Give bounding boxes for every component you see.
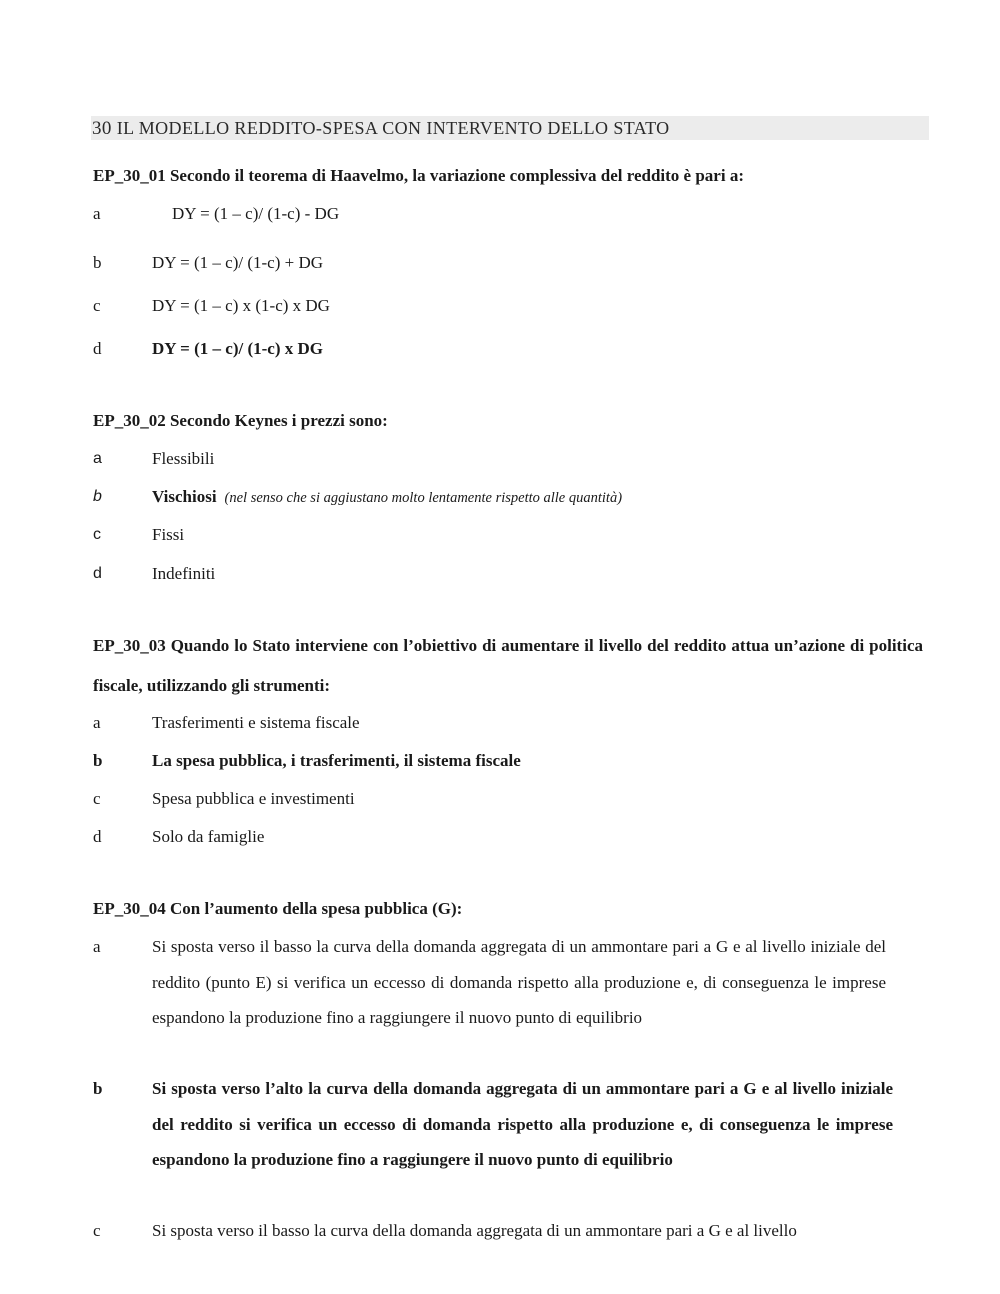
answer-letter-d: d bbox=[93, 565, 102, 582]
question-ep-30-01: EP_30_01 Secondo il teorema di Haavelmo, la variazione complessiva del reddito è pari a: bbox=[93, 166, 744, 185]
answer-text-a: Flessibili bbox=[152, 449, 215, 468]
answer-text-d: Indefiniti bbox=[152, 564, 216, 583]
question-ep-30-03: EP_30_03 Quando lo Stato interviene con l’obiettivo di aumentare il livello del reddito attua un’azione di politica fiscale, utilizzando gli strumenti: bbox=[93, 636, 923, 695]
answer-text: Vischiosi bbox=[152, 487, 217, 506]
answer-letter-d: d bbox=[93, 339, 102, 358]
answer-letter-c: c bbox=[93, 526, 101, 543]
answer-letter-b: b bbox=[93, 1079, 103, 1098]
answer-letter-a: a bbox=[93, 450, 102, 467]
answer-text-d-correct: DY = (1 – c)/ (1-c) x DG bbox=[152, 339, 323, 358]
chapter-heading bbox=[92, 117, 670, 140]
answer-text-a: DY = (1 – c)/ (1-c) - DG bbox=[172, 204, 340, 223]
chapter-number: 30 bbox=[92, 118, 112, 139]
answer-letter-d: d bbox=[93, 827, 102, 846]
answer-note: (nel senso che si aggiustano molto lentamente rispetto alle quantità) bbox=[224, 490, 623, 506]
answer-letter-b: b bbox=[93, 253, 102, 272]
answer-text-a: Si sposta verso il basso la curva della domanda aggregata di un ammontare pari a G e al livello iniziale del reddito (punto E) si verifica un eccesso di domanda rispetto alla produzione e, di conseguenza le imprese espandono la produzione fino a raggiungere il nuovo punto di equilibrio bbox=[152, 937, 886, 1027]
answer-letter-a: a bbox=[93, 204, 101, 223]
answer-text-b-correct: Si sposta verso l’alto la curva della domanda aggregata di un ammontare pari a G e al livello iniziale del reddito si verifica un eccesso di domanda rispetto alla produzione e, di conseguenza le imprese espandono la produzione fino a raggiungere il nuovo punto di equilibrio bbox=[152, 1079, 893, 1169]
answer-text-b: DY = (1 – c)/ (1-c) + DG bbox=[152, 253, 324, 272]
question-ep-30-02: EP_30_02 Secondo Keynes i prezzi sono: bbox=[93, 411, 388, 430]
question-ep-30-04: EP_30_04 Con l’aumento della spesa pubblica (G): bbox=[93, 899, 463, 918]
answer-text-b-correct bbox=[152, 487, 622, 507]
answer-text-c: Si sposta verso il basso la curva della domanda aggregata di un ammontare pari a G e al livello bbox=[152, 1221, 797, 1240]
answer-letter-b: b bbox=[93, 488, 102, 505]
answer-text-c: Fissi bbox=[152, 525, 185, 544]
chapter-title: IL MODELLO REDDITO-SPESA CON INTERVENTO DELLO STATO bbox=[116, 118, 670, 138]
answer-text-c: DY = (1 – c) x (1-c) x DG bbox=[152, 296, 330, 315]
answer-text-b-correct: La spesa pubblica, i trasferimenti, il sistema fiscale bbox=[152, 751, 521, 770]
answer-letter-a: a bbox=[93, 713, 101, 732]
answer-text-c: Spesa pubblica e investimenti bbox=[152, 789, 355, 808]
answer-letter-c: c bbox=[93, 789, 101, 808]
answer-letter-b: b bbox=[93, 751, 103, 770]
answer-letter-c: c bbox=[93, 296, 101, 315]
answer-text-a: Trasferimenti e sistema fiscale bbox=[152, 713, 360, 732]
answer-letter-a: a bbox=[93, 937, 101, 956]
answer-letter-c: c bbox=[93, 1221, 101, 1240]
answer-text-d: Solo da famiglie bbox=[152, 827, 265, 846]
